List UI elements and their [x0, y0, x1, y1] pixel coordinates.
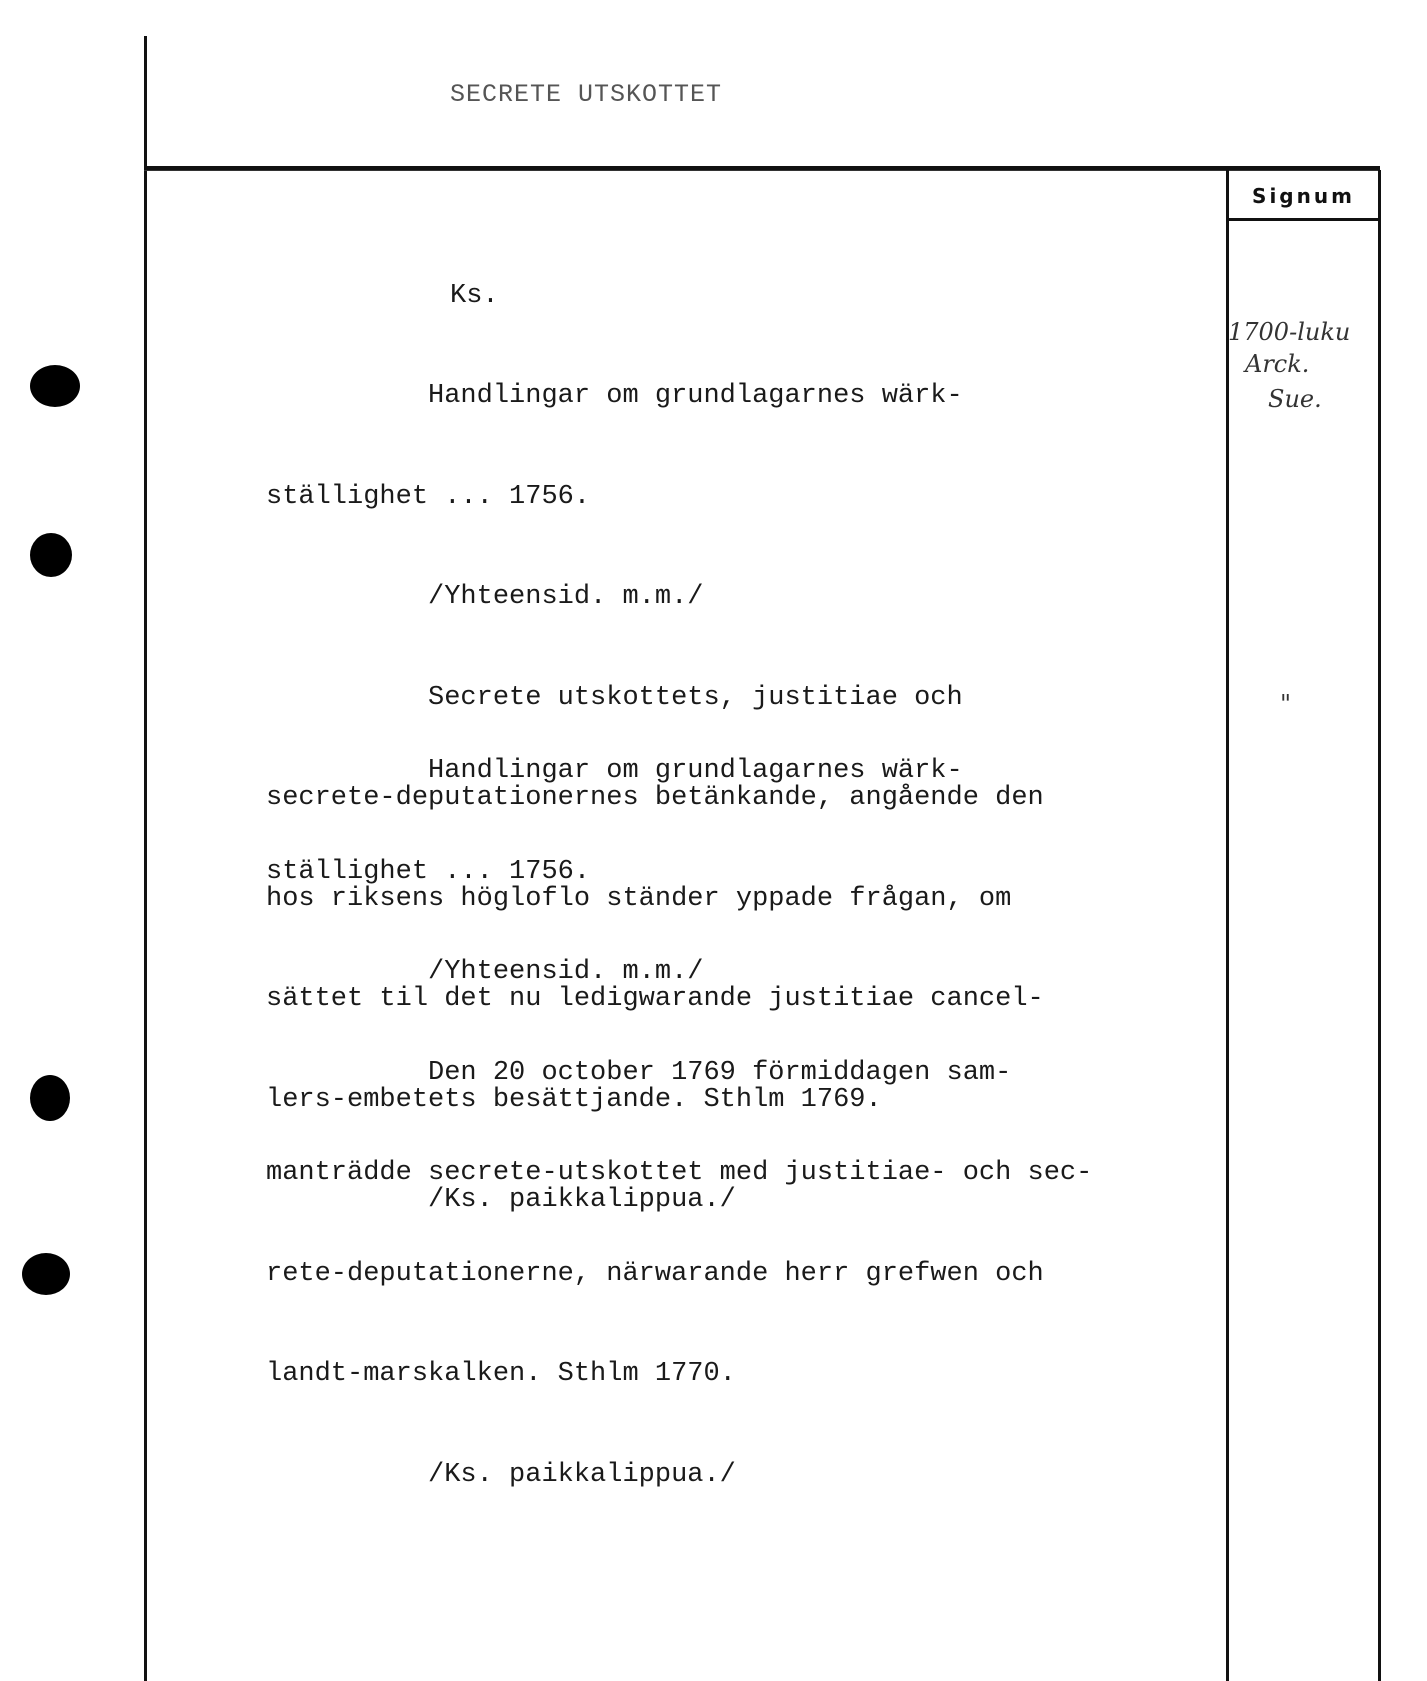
- signum-handwritten-note: 1700-luku: [1228, 318, 1351, 346]
- signum-label: Signum: [1252, 184, 1355, 208]
- signum-handwritten-note: Arck.: [1245, 350, 1310, 378]
- entry-line: secrete-deputationernes betänkande, angående den: [266, 783, 1044, 813]
- left-margin-line: [144, 36, 147, 1681]
- punch-hole: [30, 1075, 70, 1121]
- top-rule: [144, 166, 1380, 171]
- entry-line: /Yhteensid. m.m./: [266, 957, 704, 987]
- signum-column-right-line: [1378, 170, 1381, 1681]
- signum-column-left-line: [1226, 170, 1229, 1681]
- entry-line: Handlingar om grundlagarnes wärk-: [266, 756, 963, 786]
- card-title: SECRETE UTSKOTTET: [450, 80, 723, 109]
- entry-line: /Ks. paikkalippua./: [266, 1459, 736, 1490]
- entry-line: Handlingar om grundlagarnes wärk-: [266, 381, 963, 411]
- entry-line: lers-embetets besättjande. Sthlm 1769.: [266, 1084, 882, 1115]
- entry-line: /Ks. paikkalippua./: [266, 1185, 736, 1215]
- entry-line: hos riksens högloflo ständer yppade frågan, om: [266, 883, 1012, 914]
- signum-ditto-mark: ": [1280, 690, 1292, 718]
- signum-header-rule: [1226, 218, 1381, 221]
- signum-handwritten-note: Sue.: [1268, 385, 1322, 413]
- punch-hole: [22, 1253, 70, 1295]
- entry-line: landt-marskalken. Sthlm 1770.: [266, 1359, 736, 1389]
- entry-line: /Yhteensid. m.m./: [266, 582, 704, 612]
- entry-line: Secrete utskottets, justitiae och: [266, 682, 963, 713]
- punch-hole: [30, 365, 80, 407]
- heading-ks: Ks.: [450, 281, 499, 311]
- entry-line: sättet til det nu ledigwarande justitiae cancel-: [266, 984, 1044, 1014]
- entry-line: ställighet ... 1756.: [266, 481, 591, 512]
- entry-2: [266, 688, 1092, 1559]
- entry-line: manträdde secrete-utskottet med justitiae- och sec-: [266, 1158, 1093, 1188]
- entry-line: ställighet ... 1756.: [266, 856, 591, 887]
- entry-line: Den 20 october 1769 förmiddagen sam-: [266, 1057, 1012, 1088]
- entry-line: rete-deputationerne, närwarande herr grefwen och: [266, 1258, 1044, 1289]
- punch-hole: [30, 533, 72, 577]
